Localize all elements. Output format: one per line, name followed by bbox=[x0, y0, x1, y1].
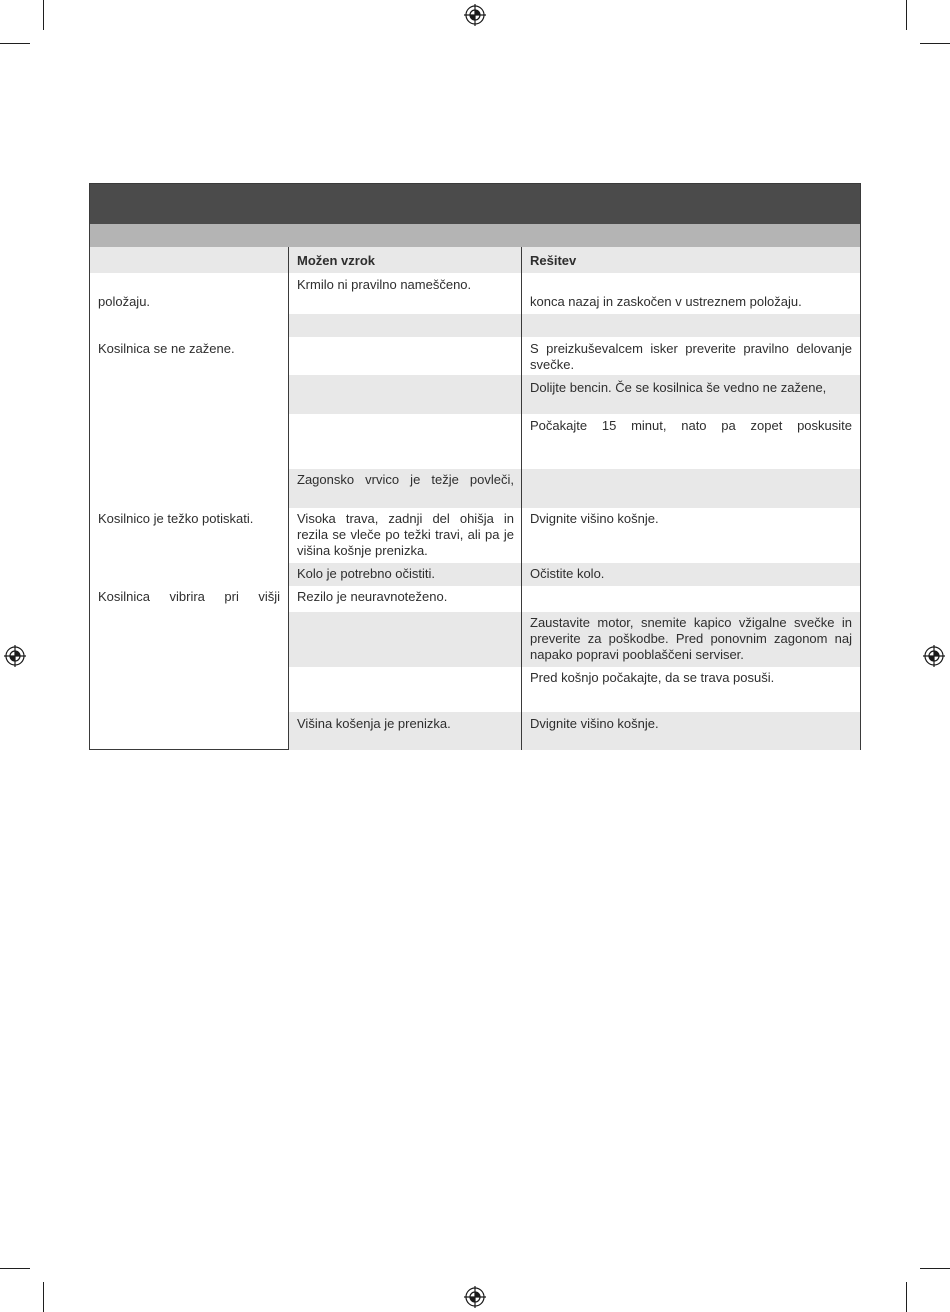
solution-cell: Dvignite višino košnje. bbox=[530, 511, 659, 526]
crop-mark-bottom-left-h bbox=[0, 1268, 30, 1269]
table-title-bar bbox=[90, 184, 860, 224]
problem-cell: Kosilnica vibrira pri višji bbox=[98, 589, 280, 604]
cause-cell: Višina košenja je prenizka. bbox=[297, 716, 451, 731]
registration-mark-icon bbox=[464, 4, 486, 26]
solution-cell: Zaustavite motor, snemite kapico vžigalne svečke in preverite za poškodbe. Pred ponovnim zagonom naj napako popravi pooblaščeni serviser. bbox=[530, 615, 852, 662]
cause-cell: Visoka trava, zadnji del ohišja in rezila se vleče po težki travi, ali pa je višina košnje prenizka. bbox=[297, 511, 514, 558]
solution-cell: Dvignite višino košnje. bbox=[530, 716, 659, 731]
solution-cell: Očistite kolo. bbox=[530, 566, 605, 581]
registration-mark-icon bbox=[4, 645, 26, 667]
crop-mark-bottom-right-v bbox=[906, 1282, 907, 1312]
crop-mark-bottom-right-h bbox=[920, 1268, 950, 1269]
cause-cell: Zagonsko vrvico je težje povleči, bbox=[297, 472, 514, 487]
solution-cell: S preizkuševalcem isker preverite pravilno delovanje svečke. bbox=[530, 341, 852, 372]
solution-cell: Pred košnjo počakajte, da se trava posuši. bbox=[530, 670, 775, 685]
cause-cell: Rezilo je neuravnoteženo. bbox=[297, 589, 448, 604]
column-header-row bbox=[90, 247, 860, 273]
problem-cell: položaju. bbox=[98, 294, 151, 309]
registration-mark-icon bbox=[464, 1286, 486, 1308]
registration-mark-icon bbox=[923, 645, 945, 667]
column-header-solution: Rešitev bbox=[530, 253, 577, 268]
crop-mark-top-right-h bbox=[920, 43, 950, 44]
column-divider bbox=[288, 247, 289, 750]
table-subtitle-bar bbox=[90, 224, 860, 247]
column-header-cause: Možen vzrok bbox=[297, 253, 376, 268]
table-row bbox=[289, 314, 860, 337]
solution-cell: Počakajte 15 minut, nato pa zopet poskusite bbox=[530, 418, 852, 433]
column-divider bbox=[521, 247, 522, 750]
solution-cell: Dolijte bencin. Če se kosilnica še vedno ne zažene, bbox=[530, 380, 827, 395]
troubleshooting-table bbox=[89, 183, 861, 750]
problem-cell: Kosilnico je težko potiskati. bbox=[98, 511, 254, 526]
cause-cell: Krmilo ni pravilno nameščeno. bbox=[297, 277, 472, 292]
problem-cell: Kosilnica se ne zažene. bbox=[98, 341, 235, 356]
crop-mark-top-left-v bbox=[43, 0, 44, 30]
solution-cell: konca nazaj in zaskočen v ustreznem položaju. bbox=[530, 294, 802, 309]
cause-cell: Kolo je potrebno očistiti. bbox=[297, 566, 436, 581]
crop-mark-bottom-left-v bbox=[43, 1282, 44, 1312]
crop-mark-top-left-h bbox=[0, 43, 30, 44]
crop-mark-top-right-v bbox=[906, 0, 907, 30]
